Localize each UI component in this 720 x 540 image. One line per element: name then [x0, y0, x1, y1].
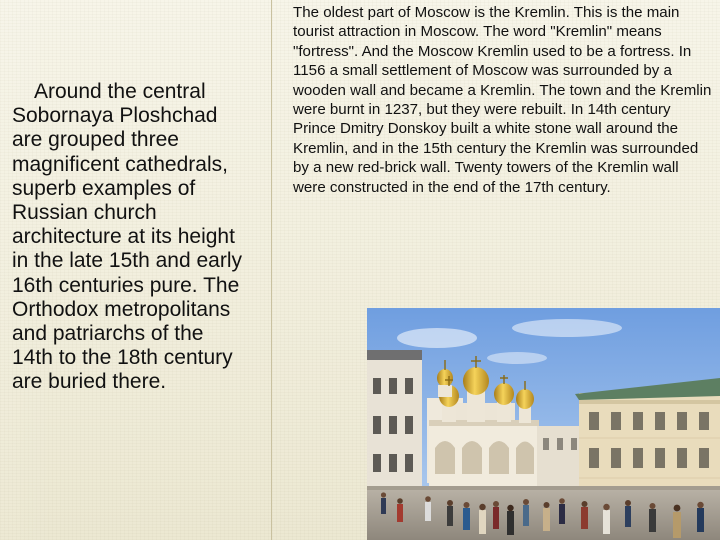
left-paragraph: Around the central Sobornaya Ploshchad are grouped three magnificent cathedrals, superb examples of Russian church architecture at its height in the late 15th and early 16th centuries pure. The Orthodox metropolitans and patriarchs of the 14th to the 18th century are buried there. — [12, 80, 242, 394]
right-paragraph: The oldest part of Moscow is the Kremlin. This is the main tourist attraction in Moscow. The word "Kremlin" means "fortress". And the Moscow Kremlin used to be a fortress. In 1156 a small settlement of Moscow was surrounded by a wooden wall and became a Kremlin. The town and the Kremlin were burnt in 1237, but they were rebuilt. In 14th century Prince Dmitry Donskoy built a white stone wall around the Kremlin, and in the 15th century the Kremlin was surrounded by a new red-brick wall. Twenty towers of the Kremlin wall were constructed in the end of the 17th century. — [293, 4, 712, 196]
column-divider — [271, 0, 272, 540]
cathedrals-square-photo — [367, 308, 720, 540]
